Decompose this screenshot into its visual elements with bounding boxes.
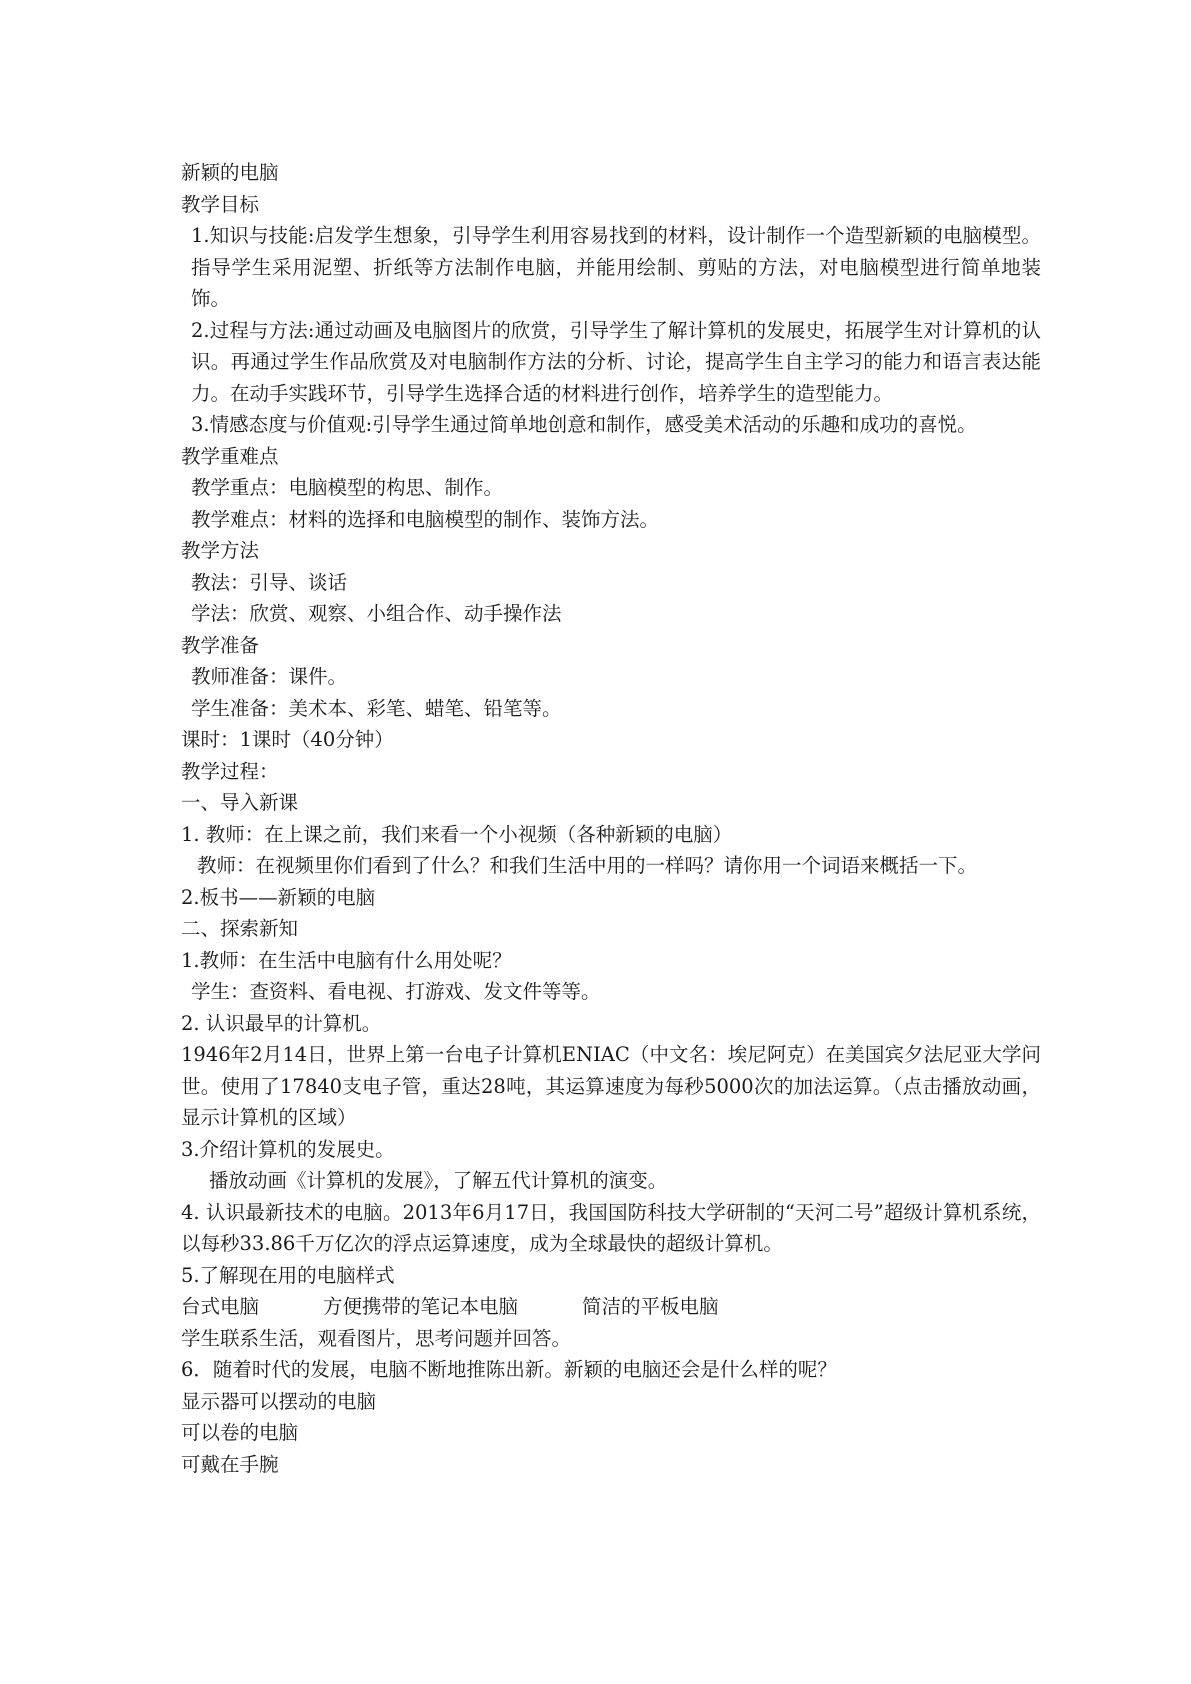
document-body <box>181 157 1041 1480</box>
explore-step-4: 4. 认识最新技术的电脑。2013年6月17日，我国国防科技大学研制的“天河二号”超级计算机系统， 以每秒33.86千万亿次的浮点运算速度，成为全球最快的超级计算机。 <box>181 1200 1041 1255</box>
intro-step-2: 2.板书——新颖的电脑 <box>181 885 376 909</box>
computer-types-row <box>181 1291 1041 1323</box>
key-point-focus: 教学重点：电脑模型的构思、制作。 <box>191 476 504 499</box>
intro-step-1: 1. 教师：在上课之前，我们来看一个小视频（各种新颖的电脑） <box>181 822 733 846</box>
preparation-heading: 教学准备 <box>181 633 260 657</box>
lesson-duration: 课时：1课时（40分钟） <box>181 728 394 751</box>
method-teaching: 教法：引导、谈话 <box>191 570 348 594</box>
intro-step-1-question: 教师：在视频里你们看到了什么？和我们生活中用的一样吗？请你用一个词语来概括一下。 <box>197 854 978 877</box>
explore-step-1: 1.教师：在生活中电脑有什么用处呢？ <box>181 948 512 972</box>
objective-knowledge: 1.知识与技能:启发学生想象，引导学生利用容易找到的材料，设计制作一个造型新颖的电脑模型。指导学生采用泥塑、折纸等方法制作电脑，并能用绘制、剪贴的方法，对电脑模型进行简单地装饰。 <box>191 224 1041 310</box>
method-learning: 学法：欣赏、观察、小组合作、动手操作法 <box>191 602 562 625</box>
explore-step-3-detail: 播放动画《计算机的发展》，了解五代计算机的演变。 <box>209 1169 668 1192</box>
idea-wrist-computer: 可戴在手腕 <box>181 1452 279 1476</box>
explore-step-2: 2. 认识最早的计算机。 <box>181 1011 382 1035</box>
objective-process: 2.过程与方法:通过动画及电脑图片的欣赏，引导学生了解计算机的发展史，拓展学生对计算机的认识。再通过学生作品欣赏及对电脑制作方法的分析、讨论，提高学生自主学习的能力和语言表达能力。在动手实践环节，引导学生选择合适的材料进行创作，培养学生的造型能力。 <box>191 318 1041 405</box>
computer-type-laptop: 方便携带的笔记本电脑 <box>323 1295 519 1318</box>
explore-step-5: 5.了解现在用的电脑样式 <box>181 1263 395 1287</box>
idea-rollable-computer: 可以卷的电脑 <box>181 1421 299 1444</box>
explore-step-5-detail: 学生联系生活，观看图片，思考问题并回答。 <box>181 1326 572 1350</box>
key-points-heading: 教学重难点 <box>181 444 279 468</box>
preparation-teacher: 教师准备：课件。 <box>191 665 348 688</box>
key-point-difficulty: 教学难点：材料的选择和电脑模型的制作、装饰方法。 <box>191 507 660 531</box>
idea-swinging-monitor: 显示器可以摆动的电脑 <box>181 1389 377 1413</box>
explore-step-1-answer: 学生：查资料、看电视、打游戏、发文件等等。 <box>191 980 601 1003</box>
explore-step-6: 6．随着时代的发展，电脑不断地推陈出新。新颖的电脑还会是什么样的呢？ <box>181 1358 837 1381</box>
process-heading: 教学过程： <box>181 759 279 783</box>
computer-type-tablet: 简洁的平板电脑 <box>582 1295 719 1318</box>
section-explore-heading: 二、探索新知 <box>181 917 299 940</box>
section-intro-heading: 一、导入新课 <box>181 791 299 814</box>
computer-type-desktop: 台式电脑 <box>181 1295 260 1318</box>
explore-step-2-detail: 1946年2月14日，世界上第一台电子计算机ENIAC（中文名：埃尼阿克）在美国宾夕法尼亚大学问世。使用了17840支电子管，重达28吨，其运算速度为每秒5000次的加法运算。（点击播放动画，显示计算机的区域） <box>181 1043 1041 1129</box>
methods-heading: 教学方法 <box>181 539 260 562</box>
document-title: 新颖的电脑 <box>181 161 279 184</box>
explore-step-3: 3.介绍计算机的发展史。 <box>181 1137 395 1161</box>
objectives-heading: 教学目标 <box>181 192 260 216</box>
objective-attitude: 3.情感态度与价值观:引导学生通过简单地创意和制作，感受美术活动的乐趣和成功的喜悦。 <box>191 413 977 436</box>
preparation-student: 学生准备：美术本、彩笔、蜡笔、铅笔等。 <box>191 696 562 720</box>
